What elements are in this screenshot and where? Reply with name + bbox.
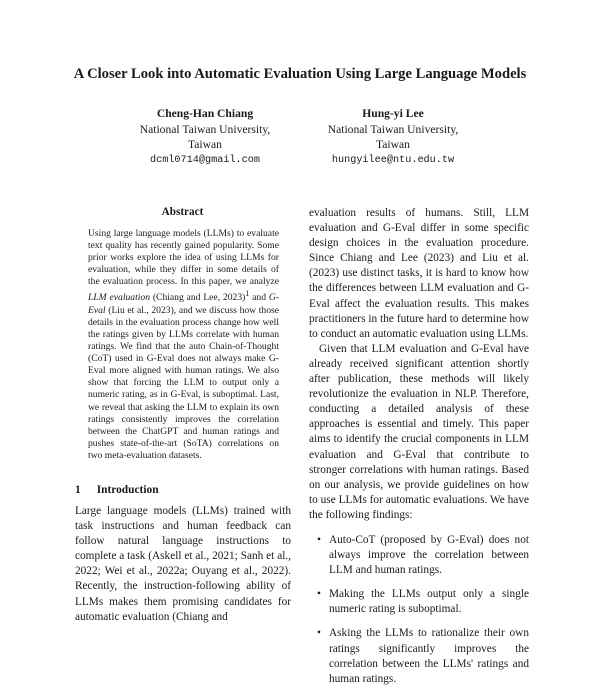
abstract-body: [88, 228, 279, 462]
section-number: 1: [75, 484, 81, 496]
bullet-icon: •: [317, 627, 321, 640]
right-column: [309, 206, 529, 696]
bullet-icon: •: [317, 588, 321, 601]
author-affiliation-country: Taiwan: [188, 138, 222, 151]
author-affiliation: National Taiwan University,: [139, 122, 271, 136]
findings-list: [309, 533, 529, 687]
finding-text: Asking the LLMs to rationalize their own ratings significantly improves the correlation between the LLMs' ratings and human ratings.: [329, 627, 529, 685]
paper-title: A Closer Look into Automatic Evaluation Using Large Language Models: [73, 66, 527, 82]
abstract-text: (Chiang and Lee, 2023): [150, 292, 246, 304]
right-paragraph-2: Given that LLM evaluation and G-Eval have already received significant attention shortly after publication, these methods will likely revolutionize the evaluation in NLP. Therefore, conducting a detailed analysis of these approaches is essential and timely. This paper aims to identify the crucial components in LLM evaluation and G-Eval that contribute to stronger correlations with human ratings. Based on our analysis, we provide guidelines on how to use LLMs for automatic evaluations. We have the following findings:: [309, 342, 529, 521]
finding-item: [309, 626, 529, 686]
author-affiliation: National Taiwan University,: [327, 122, 459, 136]
finding-item: [309, 587, 529, 617]
section-heading-introduction: [75, 484, 159, 496]
footnote-marker: 1: [245, 289, 250, 299]
author-name: Hung-yi Lee: [362, 107, 424, 120]
abstract-emphasis-g-eval: G-Eval: [88, 292, 279, 316]
abstract-text: Using large language models (LLMs) to evaluate text quality has recently gained popularity. Some prior works explore the idea of using LLMs for evaluation, while they differ in some details of the evaluation process. In this paper, we analyze: [88, 228, 279, 288]
bullet-icon: •: [317, 533, 321, 546]
finding-item: [309, 533, 529, 578]
abstract-emphasis-llm-evaluation: LLM evaluation: [88, 292, 151, 304]
section-title: Introduction: [96, 484, 159, 496]
abstract-heading: Abstract: [161, 206, 204, 218]
finding-text: Auto-CoT (proposed by G-Eval) does not always improve the correlation between LLM and human ratings.: [329, 533, 529, 577]
abstract-text: (Liu et al., 2023), and we discuss how those details in the evaluation process change how well the ratings given by LLMs correlate with human ratings. We find that the auto Chain-of-Thought (CoT) used in G-Eval does not always make G-Eval more aligned with human ratings. We also show that forcing the LLM to output only a numeric rating, as in G-Eval, is suboptimal. Last, we reveal that asking the LLM to explain its own ratings consistently improves the correlation between the ChatGPT and human ratings and pushes state-of-the-art (SoTA) correlations on two meta-evaluation datasets.: [88, 304, 279, 461]
introduction-paragraph: Large language models (LLMs) trained with task instructions and human feedback can follow natural language instructions to complete a task (Askell et al., 2021; Sanh et al., 2022; Wei et al., 2022a; Ouyang et al., 2022). Recently, the instruction-following ability of LLMs makes them promising candidates for automatic evaluation (Chiang and: [75, 505, 291, 623]
author-block-2: [278, 106, 508, 168]
author-name: Cheng-Han Chiang: [156, 107, 254, 120]
author-email: hungyilee@ntu.edu.tw: [331, 154, 455, 166]
author-affiliation-country: Taiwan: [376, 138, 410, 151]
abstract-text: and: [249, 292, 269, 304]
right-paragraph-1: evaluation results of humans. Still, LLM evaluation and G-Eval differ in some specific design choices in the evaluation procedure. Since Chiang and Lee (2023) and Liu et al. (2023) use distinct tasks, it is hard to know how the differences between LLM evaluation and G-Eval affect the evaluation results. This makes practitioners in the future hard to determine how to conduct an automatic evaluation using LLMs.: [309, 207, 529, 340]
author-email: dcml0714@gmail.com: [149, 154, 261, 166]
finding-text: Making the LLMs output only a single numeric rating is suboptimal.: [329, 588, 529, 616]
